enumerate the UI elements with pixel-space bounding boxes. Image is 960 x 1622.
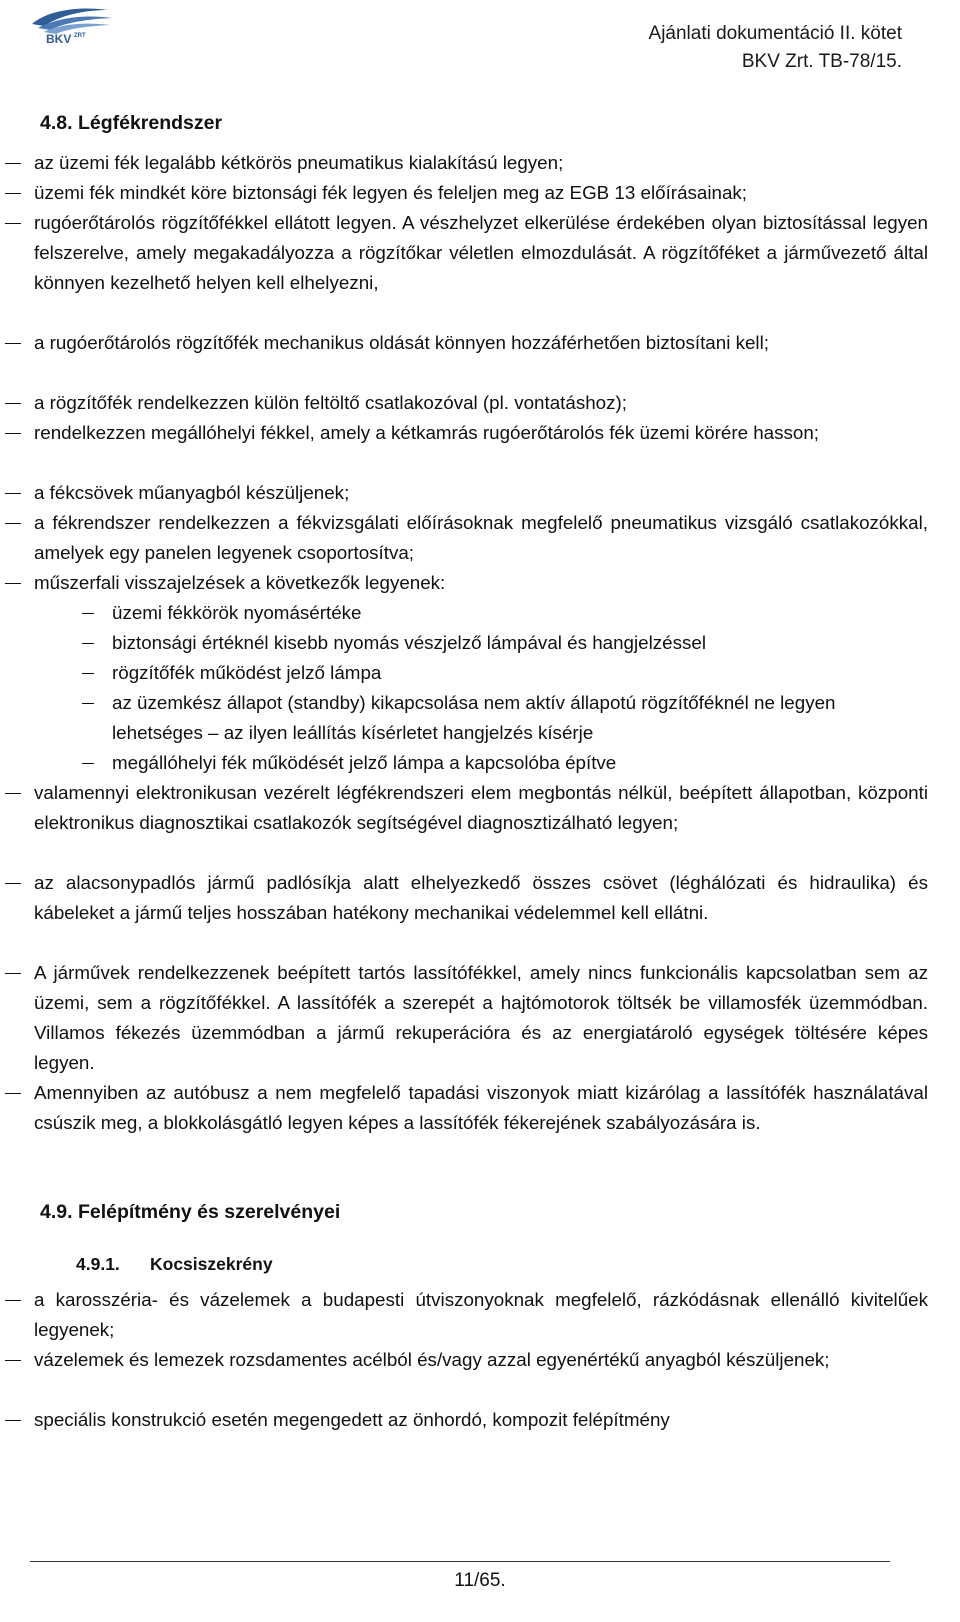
sub-bullet-dash [82, 673, 94, 674]
bkv-logo [28, 2, 114, 46]
list-item: a fékcsövek műanyagból készüljenek; [34, 482, 350, 503]
bullet-dash [5, 1093, 21, 1094]
list-item: Amennyiben az autóbusz a nem megfelelő tapadási viszonyok miatt kizárólag a lassítófék használatával csúszik meg, a blokkolásgátló legyen képes a lassítófék fékerejének szabályozására is. [34, 1082, 928, 1133]
bullet-dash [5, 973, 21, 974]
sub-list-item: üzemi fékkörök nyomásértéke [112, 602, 362, 623]
bullet-dash [5, 1300, 21, 1301]
sub-list-item: rögzítőfék működést jelző lámpa [112, 662, 382, 683]
list-item: az alacsonypadlós jármű padlósíkja alatt elhelyezkedő összes csövet (léghálózati és hidraulika) és kábeleket a jármű teljes hosszában hatékony mechanikai védelemmel kell ellátni. [34, 872, 928, 923]
bullet-dash [5, 583, 21, 584]
bullet-dash [5, 223, 21, 224]
list-item: a karosszéria- és vázelemek a budapesti útviszonyoknak megfelelő, rázkódásnak ellenálló kivitelűek legyenek; [34, 1289, 928, 1340]
list-item: rugóerőtárolós rögzítőfékkel ellátott legyen. A vészhelyzet elkerülése érdekében olyan biztosítással legyen felszerelve, amely megakadályozza a rögzítőkar véletlen elmozdulását. A rögzítőféket a járművezető által könnyen kezelhető helyen kell elhelyezni, [34, 212, 928, 293]
bullet-dash [5, 1360, 21, 1361]
svg-text:BKV: BKV [46, 32, 72, 46]
sub-bullet-dash [82, 703, 94, 704]
section-heading-4-8: 4.8. Légfékrendszer [40, 112, 223, 134]
sub-bullet-dash [82, 613, 94, 614]
list-item: speciális konstrukció esetén megengedett az önhordó, kompozit felépítmény [34, 1409, 670, 1430]
subsection-heading: Kocsiszekrény [150, 1254, 273, 1274]
list-item: rendelkezzen megállóhelyi fékkel, amely a kétkamrás rugóerőtárolós fék üzemi körére hasson; [34, 422, 820, 443]
list-item: a rögzítőfék rendelkezzen külön feltöltő csatlakozóval (pl. vontatáshoz); [34, 392, 627, 413]
page-number: 11/65. [454, 1570, 506, 1591]
list-item: műszerfali visszajelzések a következők legyenek: [34, 572, 446, 593]
bullet-dash [5, 403, 21, 404]
bullet-dash [5, 163, 21, 164]
sub-bullet-dash [82, 763, 94, 764]
footer-rule [30, 1561, 890, 1562]
header-doc-title: Ajánlati dokumentáció II. kötet [648, 23, 902, 44]
sub-list-item: megállóhelyi fék működését jelző lámpa a kapcsolóba építve [112, 752, 617, 773]
svg-text:ZRT: ZRT [74, 33, 86, 39]
list-item: a fékrendszer rendelkezzen a fékvizsgálati előírásoknak megfelelő pneumatikus vizsgáló csatlakozókkal, amelyek egy panelen legyenek csoportosítva; [34, 512, 928, 563]
list-item: valamennyi elektronikusan vezérelt légfékrendszeri elem megbontás nélkül, beépített állapotban, központi elektronikus diagnosztikai csatlakozók segítségével diagnosztizálható legyen; [34, 782, 928, 833]
bullet-dash [5, 193, 21, 194]
bullet-dash [5, 1420, 21, 1421]
section-heading-4-9: 4.9. Felépítmény és szerelvényei [40, 1201, 341, 1223]
list-item: üzemi fék mindkét köre biztonsági fék legyen és feleljen meg az EGB 13 előírásainak; [34, 182, 748, 203]
list-item: az üzemi fék legalább kétkörös pneumatikus kialakítású legyen; [34, 152, 564, 173]
bullet-dash [5, 793, 21, 794]
bullet-dash [5, 883, 21, 884]
bullet-dash [5, 343, 21, 344]
sub-list-item: az üzemkész állapot (standby) kikapcsolása nem aktív állapotú rögzítőféknél ne legyen lehetséges – az ilyen leállítás kísérletet hangjelzés kísérje [112, 692, 836, 743]
bullet-dash [5, 493, 21, 494]
list-item: a rugóerőtárolós rögzítőfék mechanikus oldását könnyen hozzáférhetően biztosítani kell; [34, 332, 769, 353]
header-doc-ref: BKV Zrt. TB-78/15. [741, 51, 902, 72]
sub-list-item: biztonsági értéknél kisebb nyomás vészjelző lámpával és hangjelzéssel [112, 632, 707, 653]
bullet-dash [5, 523, 21, 524]
bullet-dash [5, 433, 21, 434]
sub-bullet-dash [82, 643, 94, 644]
list-item: vázelemek és lemezek rozsdamentes acélból és/vagy azzal egyenértékű anyagból készüljenek; [34, 1349, 830, 1370]
list-item: A járművek rendelkezzenek beépített tartós lassítófékkel, amely nincs funkcionális kapcsolatban sem az üzemi, sem a rögzítőfékkel. A lassítófék a szerepét a hajtómotorok töltsék be villamosfék üzemmódban. Villamos fékezés üzemmódban a jármű rekuperációra és az energiatároló egységek töltésére képes legyen. [34, 962, 928, 1073]
subsection-number: 4.9.1. [76, 1254, 120, 1274]
